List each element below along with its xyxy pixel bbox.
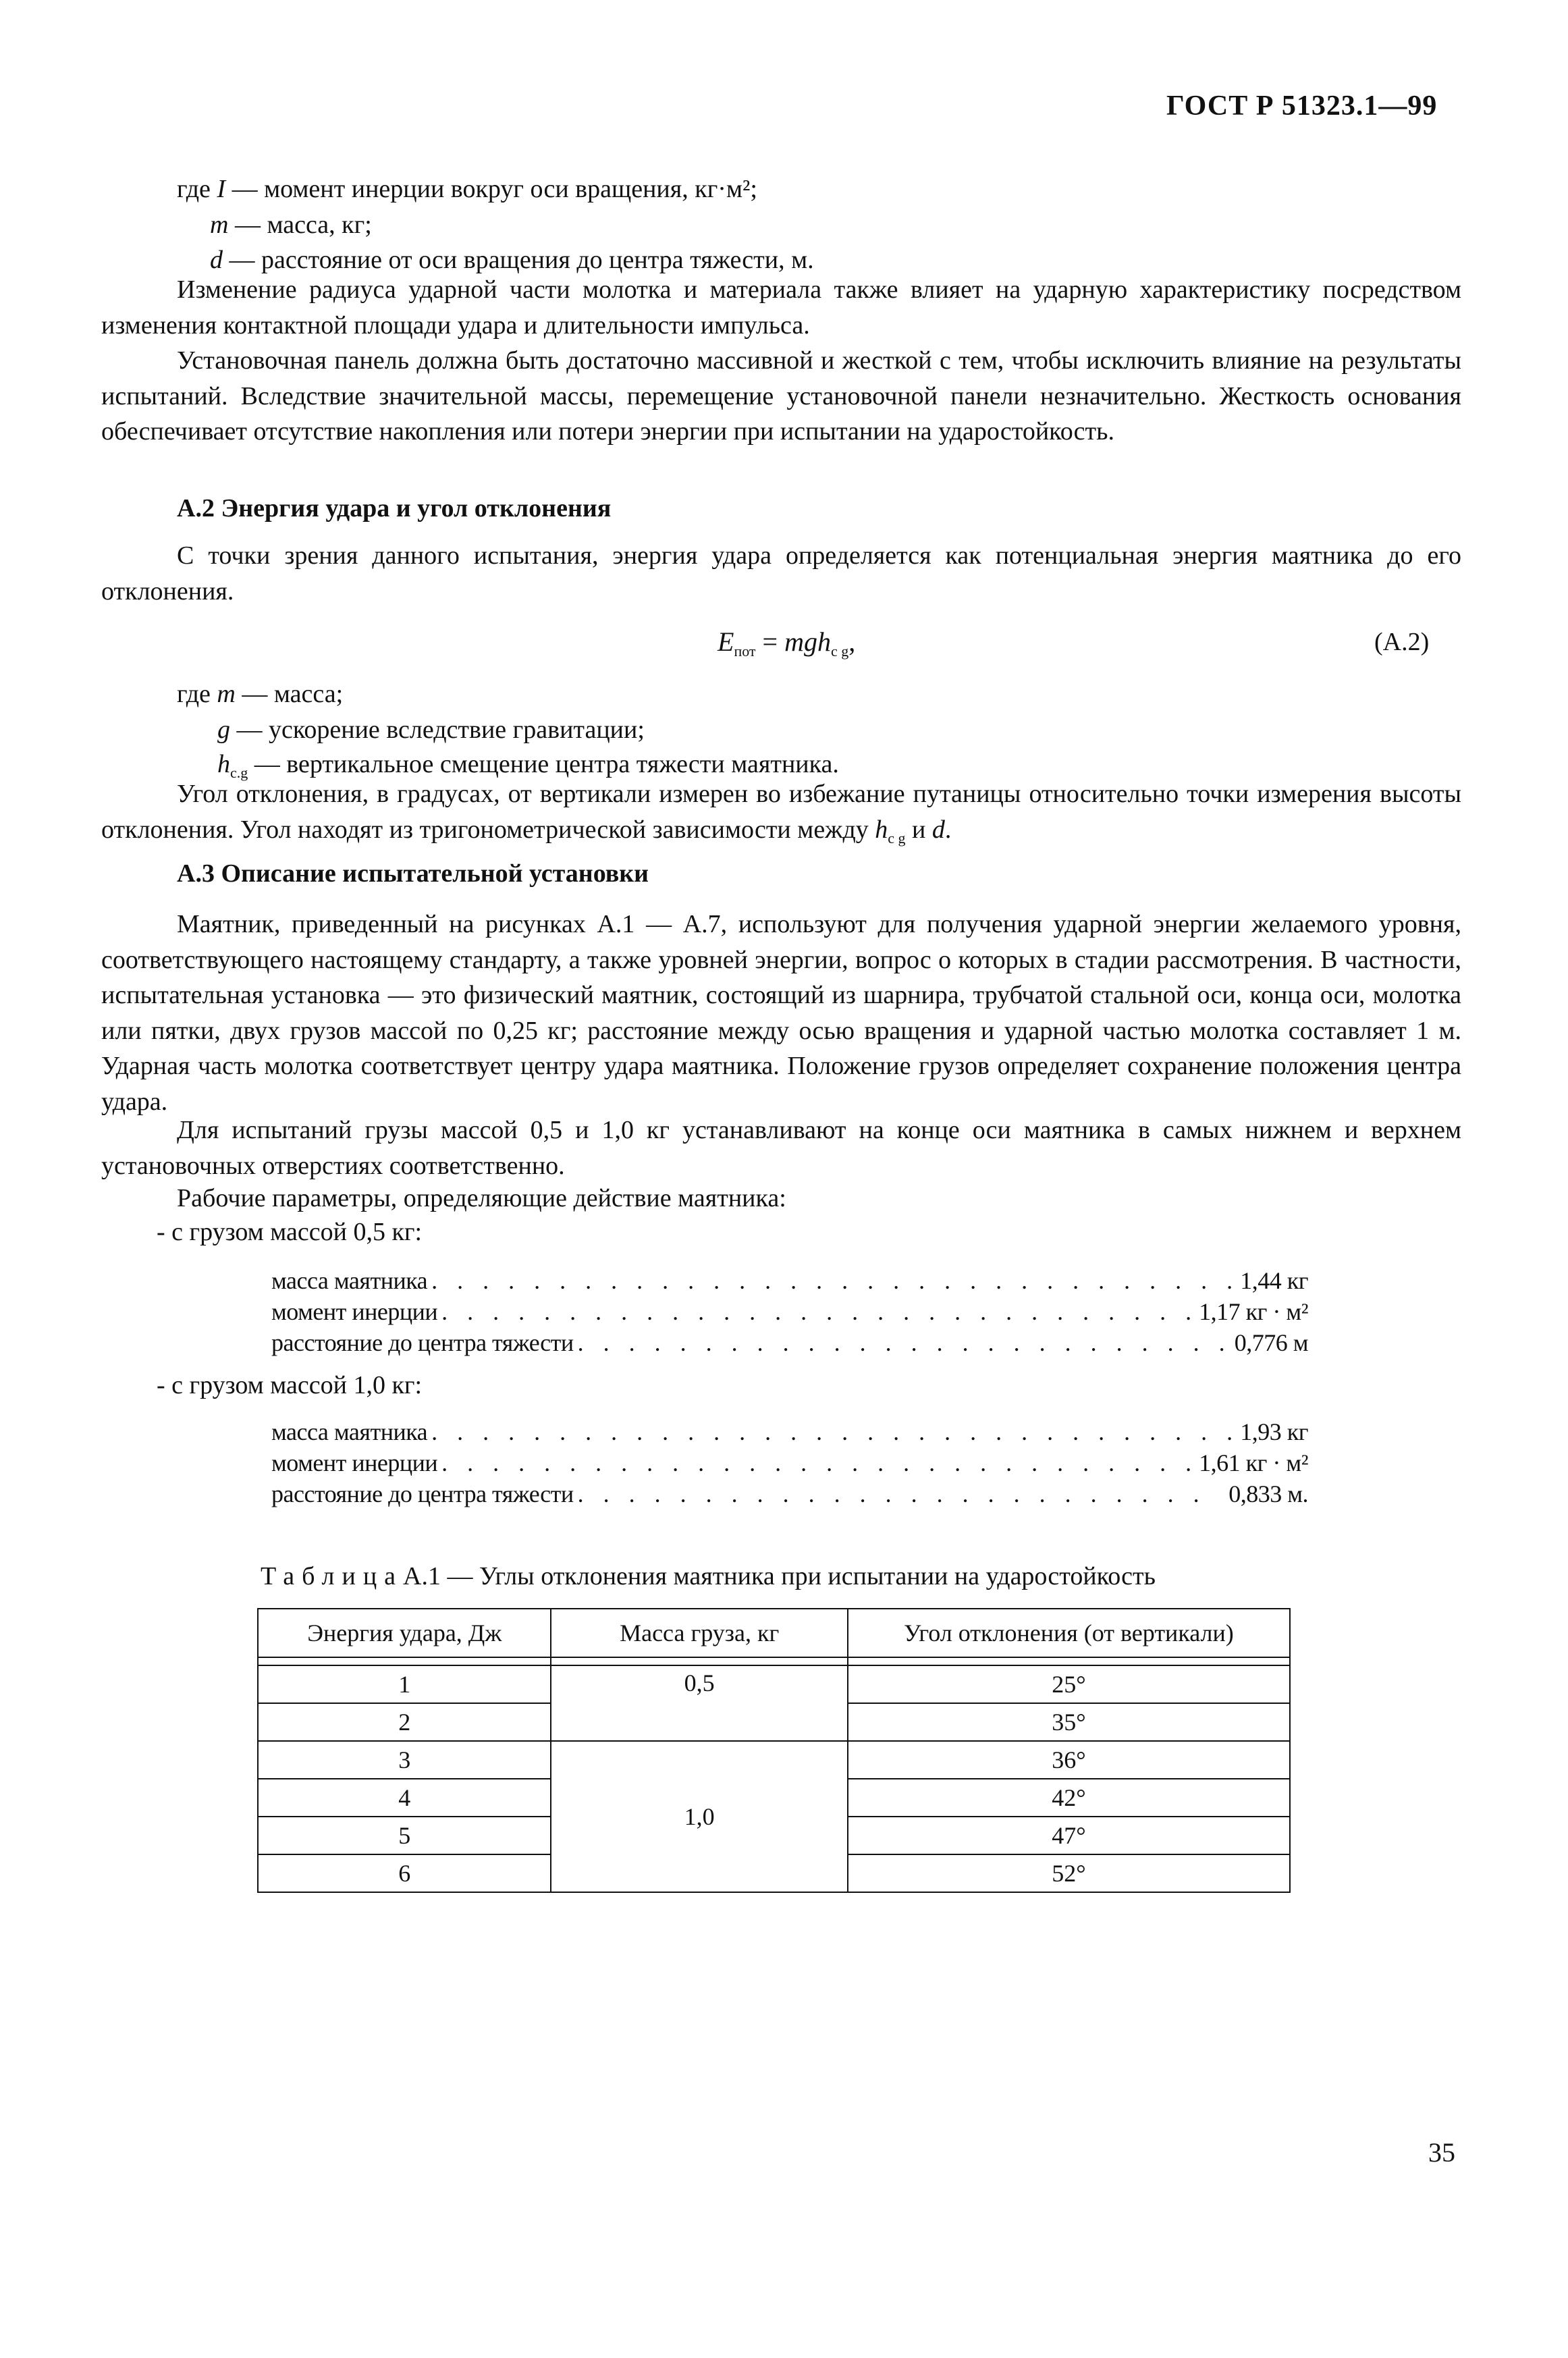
table-cell-mass: 1,0	[551, 1741, 847, 1892]
deflection-angle-table	[257, 1608, 1291, 1893]
parameter-row-mass-10: масса маятника . . . 1,93 кг	[271, 1416, 1308, 1447]
table-row	[258, 1665, 1290, 1703]
table-row	[258, 1741, 1290, 1779]
table-cell-angle: 36°	[848, 1741, 1290, 1779]
table-header-row	[258, 1609, 1290, 1657]
formula-number-a2: (А.2)	[1374, 628, 1430, 656]
table-cell-angle: 35°	[848, 1703, 1290, 1741]
definition-line-g: g — ускорение вследствие гравитации;	[217, 716, 645, 744]
paragraph-radius: Изменение радиуса ударной части молотка и материала также влияет на ударную характеристику посредством изменения контактной площади удара и длительности импульса.	[101, 275, 1461, 340]
formula-a2: $E_{пот} = mgh_{c g}$,	[718, 626, 856, 660]
paragraph-mounting-panel: Установочная панель должна быть достаточно массивной и жесткой с тем, чтобы исключить влияние на результаты испытаний. Вследствие значительной массы, перемещение установочной панели незначительно. Жесткость основания обеспечивает отсутствие накопления или потери энергии при испытании на ударостойкость.	[101, 346, 1461, 446]
section-heading-a3: А.3 Описание испытательной установки	[177, 859, 649, 888]
table-cell-angle: 52°	[848, 1854, 1290, 1892]
symbol-d: d	[210, 246, 223, 274]
table-cell-energy: 4	[258, 1779, 551, 1817]
parameter-group-label-05: - с грузом массой 0,5 кг:	[157, 1218, 423, 1246]
column-header-mass: Масса груза, кг	[551, 1609, 847, 1657]
definition-line-m2: где m — масса;	[177, 680, 344, 708]
column-header-energy: Энергия удара, Дж	[258, 1609, 551, 1657]
symbol-m: m	[210, 211, 229, 239]
definition-line-m: m — масса, кг;	[210, 211, 372, 239]
paragraph-impact-energy: С точки зрения данного испытания, энергия удара определяется как потенциальная энергия маятника до его отклонения.	[101, 541, 1461, 606]
parameter-row-distance-05: расстояние до центра тяжести . . . 0,776 м	[271, 1327, 1308, 1358]
table-cell-energy: 3	[258, 1741, 551, 1779]
definition-line-I: где I — момент инерции вокруг оси вращения, кг·м²;	[177, 175, 757, 203]
definition-line-d: d — расстояние от оси вращения до центра тяжести, м.	[210, 246, 814, 274]
section-heading-a2: А.2 Энергия удара и угол отклонения	[177, 494, 612, 522]
table-cell-angle: 47°	[848, 1817, 1290, 1854]
table-caption: ТаблицаА.1 — Углы отклонения маятника при испытании на ударостойкость	[261, 1562, 1156, 1590]
table-cell-energy: 6	[258, 1854, 551, 1892]
paragraph-pendulum-description: Маятник, приведенный на рисунках А.1 — А.7, используют для получения ударной энергии желаемого уровня, соответствующего настоящему стандарту, а также уровней энергии, вопрос о которых в стадии рассмотрения. В частности, испытательная установка — это физический маятник, состоящий из шарнира, трубчатой стальной оси, конца оси, молотка или пятки, двух грузов массой по 0,25 кг; расстояние между осью вращения и ударной частью молотка составляет 1 м. Ударная часть молотка соответствует центру удара маятника. Положение грузов определяет сохранение положения центра удара.	[101, 910, 1461, 1116]
parameter-group-label-10: - с грузом массой 1,0 кг:	[157, 1371, 423, 1399]
parameter-row-distance-10: расстояние до центра тяжести . . . 0,833 м.	[271, 1478, 1308, 1509]
parameter-row-mass-05: масса маятника . . . 1,44 кг	[271, 1265, 1308, 1296]
parameter-row-inertia-05: момент инерции . . . 1,17 кг · м²	[271, 1296, 1308, 1327]
paragraph-parameters-intro: Рабочие параметры, определяющие действие маятника:	[177, 1184, 786, 1212]
table-cell-mass: 0,5	[551, 1665, 847, 1741]
definition-line-h: $h_{c.g}$ — вертикальное смещение центра тяжести маятника.	[217, 750, 839, 781]
table-cell-energy: 5	[258, 1817, 551, 1854]
table-cell-angle: 25°	[848, 1665, 1290, 1703]
paragraph-weights: Для испытаний грузы массой 0,5 и 1,0 кг устанавливают на конце оси маятника в самых нижнем и верхнем установочных отверстиях соответственно.	[101, 1116, 1461, 1180]
table-cell-energy: 2	[258, 1703, 551, 1741]
column-header-angle: Угол отклонения (от вертикали)	[848, 1609, 1290, 1657]
table-header-separator	[258, 1657, 1290, 1665]
symbol-I: I	[217, 175, 226, 203]
page-number: 35	[1428, 2137, 1455, 2168]
paragraph-deflection-angle: Угол отклонения, в градусах, от вертикали измерен во избежание путаницы относительно точки измерения высоты отклонения. Угол находят из тригонометрической зависимости между $h_{c g}$ и d.	[101, 780, 1461, 847]
document-header-code: ГОСТ Р 51323.1—99	[1166, 90, 1438, 122]
table-cell-angle: 42°	[848, 1779, 1290, 1817]
parameter-row-inertia-10: момент инерции . . . 1,61 кг · м²	[271, 1447, 1308, 1478]
table-cell-energy: 1	[258, 1665, 551, 1703]
